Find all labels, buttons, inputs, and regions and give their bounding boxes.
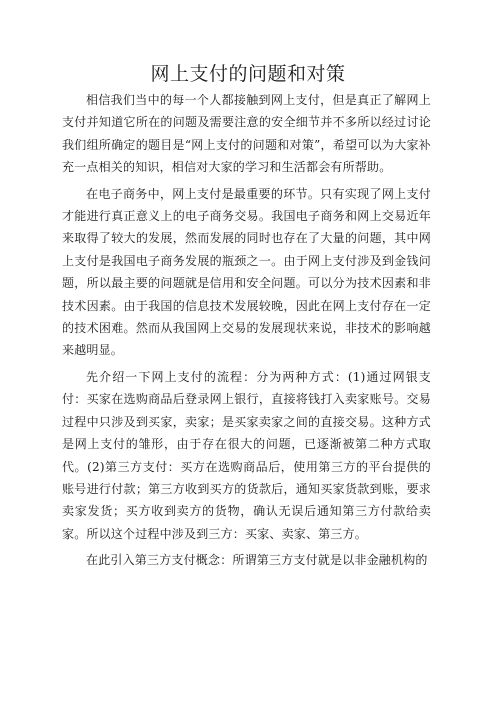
paragraph-ecommerce: 在电子商务中，网上支付是最重要的环节。只有实现了网上支付才能进行真正意义上的电子商务交易。我国电子商务和网上交易近年来取得了较大的发展，然而发展的同时也存在了大量的问题，其中网上支付是我国电子商务发展的瓶颈之一。由于网上支付涉及到金钱问题，所以最主要的问题就是信用和安全问题。可以分为技术因素和非技术因素。由于我国的信息技术发展较晚，因此在网上支付存在一定的技术困难。然而从我国网上交易的发展现状来说，非技术的影响越来越明显。 (62, 186, 431, 358)
document-body (62, 89, 431, 576)
document-title: 网上支付的问题和对策 (150, 63, 346, 85)
paragraph-third-party: 在此引入第三方支付概念：所谓第三方支付就是以非金融机构的 (86, 553, 428, 568)
paragraph-intro: 相信我们当中的每一个人都接触到网上支付，但是真正了解网上支付并知道它所在的问题及需要注意的安全细节并不多所以经过讨论我们组所确定的题目是“网上支付的问题和对策”，希望可以为大家补充一点相关的知识，相信对大家的学习和生活都会有所帮助。 (62, 93, 431, 175)
paragraph-payment-flow: 先介绍一下网上支付的流程：分为两种方式：(1)通过网银支付：买家在选购商品后登录网上银行，直接将钱打入卖家账号。交易过程中只涉及到买家，卖家；是买家卖家之间的直接交易。这种方式是网上支付的雏形，由于存在很大的问题，已逐渐被第二种方式取代。(2)第三方支付：买方在选购商品后，使用第三方的平台提供的账号进行付款；第三方收到买方的货款后，通知买家货款到账，要求卖家发货；买方收到卖方的货物，确认无误后通知第三方付款给卖家。所以这个过程中涉及到三方：买家、卖家、第三方。 (62, 369, 431, 541)
